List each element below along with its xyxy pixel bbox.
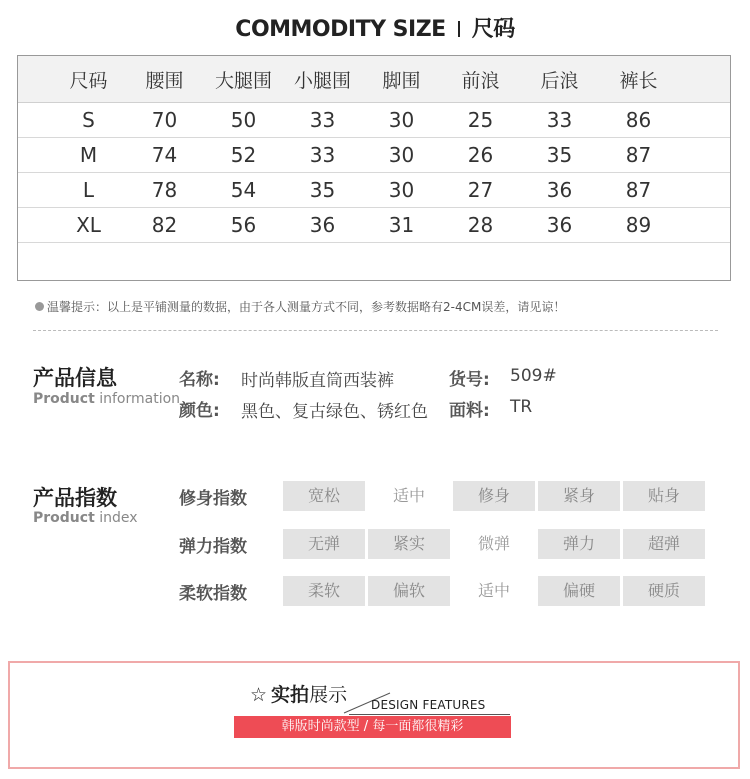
banner-underline [349, 714, 510, 715]
tip-text: 温馨提示：以上是平铺测量的数据，由于各人测量方式不同，参考数据略有2-4CM误差，请见谅！ [47, 300, 566, 314]
index-option-selected: 适中 [368, 481, 450, 511]
table-cell: 87 [625, 178, 652, 202]
table-cell: 33 [309, 108, 336, 132]
bullet-dot-icon [35, 302, 44, 311]
size-table-body [18, 103, 730, 243]
table-cell: 87 [625, 143, 652, 167]
sku-value: 509# [510, 366, 557, 386]
table-cell: 25 [467, 108, 494, 132]
product-index-sub-light: index [99, 510, 138, 526]
table-row [18, 173, 730, 208]
index-option: 紧实 [368, 529, 450, 559]
index-option: 柔软 [283, 576, 365, 606]
size-header-cell: 大腿围 [214, 69, 272, 92]
index-option: 超弹 [623, 529, 705, 559]
table-cell: 56 [230, 213, 257, 237]
table-cell: 74 [151, 143, 178, 167]
table-cell: 54 [230, 178, 257, 202]
banner-strip: 韩版时尚款型 / 每一面都很精彩 [234, 716, 511, 738]
name-value: 时尚韩版直筒西装裤 [241, 371, 394, 391]
index-label: 柔软指数 [179, 584, 247, 604]
sku-label: 货号: [449, 370, 490, 390]
table-cell: 70 [151, 108, 178, 132]
table-cell: 36 [546, 213, 573, 237]
table-cell: 52 [230, 143, 257, 167]
table-cell: 33 [546, 108, 573, 132]
index-option-selected: 微弹 [453, 529, 535, 559]
index-option: 偏软 [368, 576, 450, 606]
table-cell: 30 [388, 178, 415, 202]
table-cell: 86 [625, 108, 652, 132]
banner-title-light: 展示 [309, 684, 348, 706]
table-cell: 27 [467, 178, 494, 202]
product-info-subtitle [33, 391, 180, 407]
product-index-subtitle [33, 510, 138, 526]
size-header-cell: 腰围 [145, 69, 184, 92]
table-cell: XL [76, 213, 101, 237]
table-cell: 89 [625, 213, 652, 237]
table-cell: 35 [309, 178, 336, 202]
product-info-title: 产品信息 [33, 366, 117, 390]
title-en: COMMODITY SIZE [235, 17, 446, 42]
size-header-cell: 裤长 [619, 69, 658, 92]
index-option: 贴身 [623, 481, 705, 511]
index-option: 修身 [453, 481, 535, 511]
index-option-selected: 适中 [453, 576, 535, 606]
product-info-sub-bold: Product [33, 391, 95, 407]
table-cell: L [82, 178, 95, 202]
index-option: 硬质 [623, 576, 705, 606]
feature-banner [8, 661, 740, 769]
table-cell: 35 [546, 143, 573, 167]
index-label: 修身指数 [179, 489, 247, 509]
table-row [18, 208, 730, 243]
size-header-cell: 脚围 [382, 69, 421, 92]
index-option: 偏硬 [538, 576, 620, 606]
table-cell: M [79, 143, 98, 167]
measurement-tip [35, 298, 565, 315]
table-cell: S [82, 108, 95, 132]
product-index-sub-bold: Product [33, 510, 95, 526]
table-cell: 78 [151, 178, 178, 202]
size-header-cell: 后浪 [540, 69, 579, 92]
table-cell: 33 [309, 143, 336, 167]
size-table [17, 55, 731, 281]
index-option: 弹力 [538, 529, 620, 559]
table-cell: 26 [467, 143, 494, 167]
table-cell: 36 [546, 178, 573, 202]
page-title [0, 12, 750, 43]
index-option: 无弹 [283, 529, 365, 559]
table-cell: 30 [388, 143, 415, 167]
table-cell: 28 [467, 213, 494, 237]
index-option: 宽松 [283, 481, 365, 511]
table-cell: 31 [388, 213, 415, 237]
table-cell: 82 [151, 213, 178, 237]
index-option-row [283, 481, 718, 511]
table-row [18, 138, 730, 173]
size-header-cell: 小腿围 [293, 69, 351, 92]
table-cell: 30 [388, 108, 415, 132]
index-label: 弹力指数 [179, 537, 247, 557]
name-label: 名称: [179, 370, 220, 390]
size-header-cell: 前浪 [461, 69, 500, 92]
banner-features: DESIGN FEATURES [371, 698, 486, 712]
color-label: 颜色: [179, 401, 220, 421]
title-divider [458, 21, 460, 37]
banner-title-bold: 实拍 [271, 684, 310, 706]
star-icon: ☆ [250, 684, 268, 706]
table-cell: 36 [309, 213, 336, 237]
fabric-value: TR [510, 397, 533, 417]
table-cell: 50 [230, 108, 257, 132]
dashed-divider [33, 330, 718, 331]
size-table-header [18, 56, 730, 103]
color-value: 黑色、复古绿色、锈红色 [241, 402, 428, 422]
size-header-cell: 尺码 [69, 69, 108, 92]
index-option-row [283, 529, 718, 559]
banner-title [250, 680, 347, 707]
title-zh: 尺码 [471, 17, 515, 42]
fabric-label: 面料: [449, 401, 490, 421]
index-option: 紧身 [538, 481, 620, 511]
product-index-title: 产品指数 [33, 486, 117, 510]
table-row [18, 103, 730, 138]
index-option-row [283, 576, 718, 606]
product-info-sub-light: information [99, 391, 181, 407]
